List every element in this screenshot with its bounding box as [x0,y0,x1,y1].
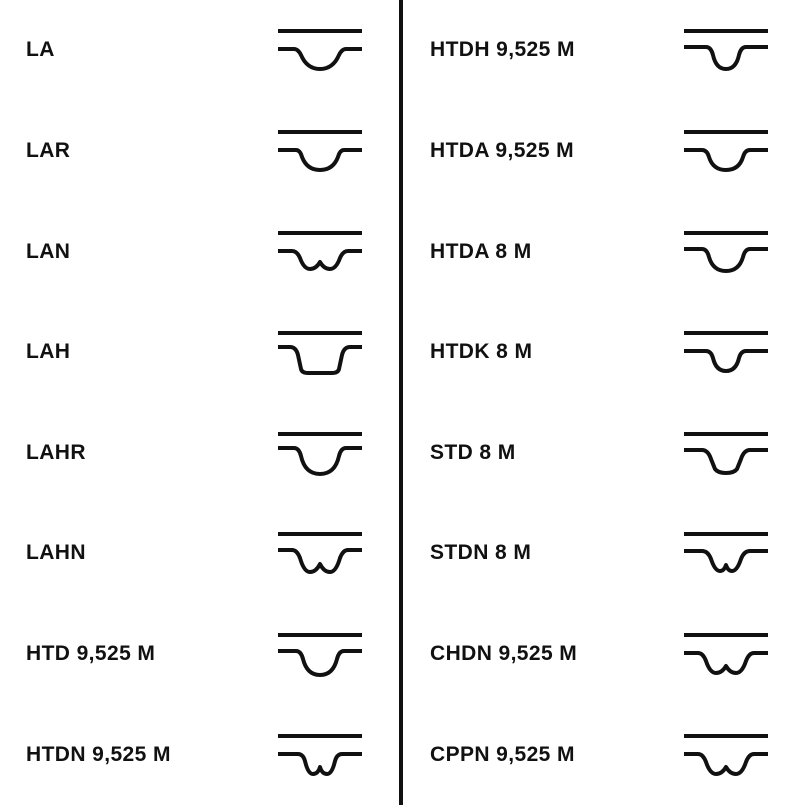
profile-label: HTDH 9,525 M [430,38,575,62]
tooth-profile-lahr-icon [276,426,364,480]
profile-row [0,604,398,705]
profile-label: HTD 9,525 M [26,642,156,666]
profile-label: LAN [26,239,71,263]
tooth-profile-lar-icon [276,124,364,178]
profile-row [404,302,805,403]
profile-label: HTDK 8 M [430,340,533,364]
profile-row [404,101,805,202]
tooth-profile-cppn-9525m-icon [682,728,770,782]
profile-row [404,503,805,604]
tooth-profile-htda-8m-icon [682,225,770,279]
profile-label: CPPN 9,525 M [430,742,575,766]
profile-row [0,101,398,202]
tooth-profile-htdk-8m-icon [682,325,770,379]
profile-label: LAH [26,340,71,364]
tooth-profile-htdh-9525m-icon [682,23,770,77]
right-column [404,0,805,805]
tooth-profile-std-8m-icon [682,426,770,480]
profile-label: STD 8 M [430,440,516,464]
profile-label: HTDA 8 M [430,239,532,263]
left-column [0,0,398,805]
tooth-profile-htd-9525m-icon [276,627,364,681]
tooth-profile-chdn-9525m-icon [682,627,770,681]
profile-row [404,704,805,805]
profile-row [404,604,805,705]
tooth-profile-lan-icon [276,225,364,279]
tooth-profile-lah-icon [276,325,364,379]
profile-row [0,403,398,504]
profile-label: LAR [26,138,71,162]
profile-label: CHDN 9,525 M [430,642,578,666]
profile-label: LA [26,38,55,62]
profile-row [0,201,398,302]
profile-label: HTDN 9,525 M [26,742,171,766]
profile-label: LAHN [26,541,86,565]
profile-row [404,0,805,101]
column-divider [399,0,403,805]
profile-label: STDN 8 M [430,541,532,565]
profile-label: LAHR [26,440,86,464]
tooth-profile-htdn-9525m-icon [276,728,364,782]
profile-row [0,704,398,805]
profile-row [404,201,805,302]
tooth-profile-lahn-icon [276,526,364,580]
tooth-profile-la-icon [276,23,364,77]
profile-row [0,0,398,101]
profile-row [0,503,398,604]
tooth-profile-htda-9525m-icon [682,124,770,178]
profile-label: HTDA 9,525 M [430,138,575,162]
tooth-profile-stdn-8m-icon [682,526,770,580]
profile-row [404,403,805,504]
profile-row [0,302,398,403]
